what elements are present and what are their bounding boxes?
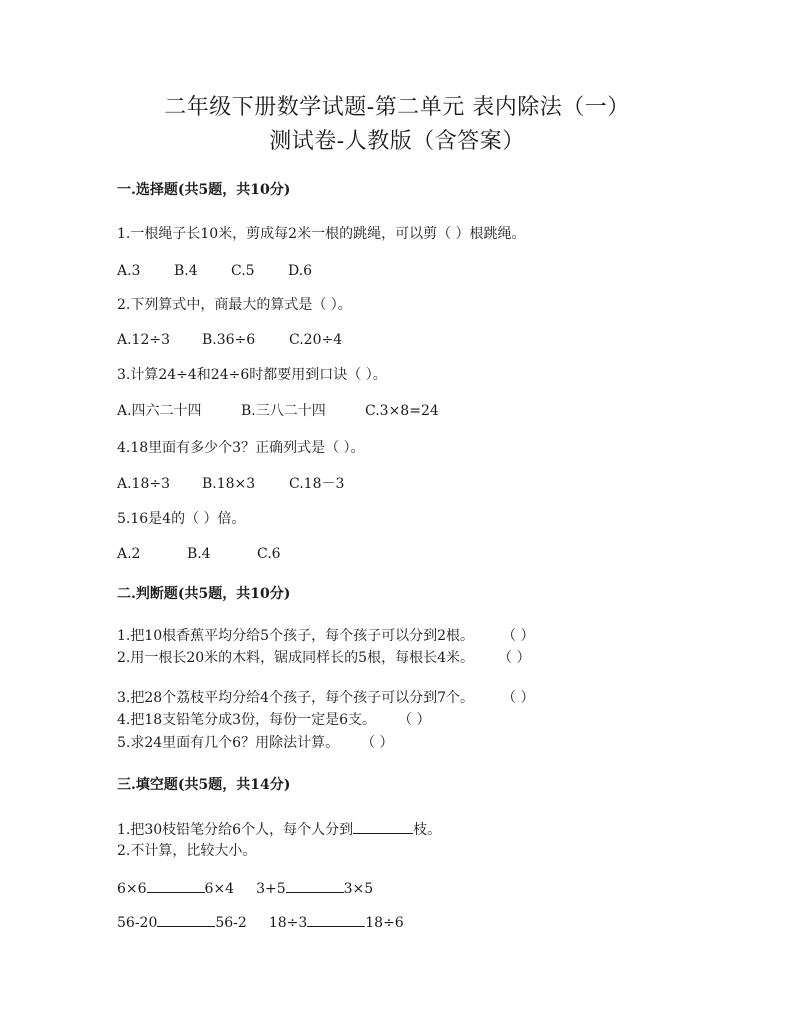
judgement-item (117, 649, 530, 667)
compare-row (117, 878, 373, 898)
option: A.3 (117, 263, 141, 279)
option: A.18÷3 (117, 476, 171, 492)
answer-blank (353, 819, 413, 834)
answer-blank (307, 912, 365, 927)
judgement-item (117, 711, 430, 729)
judgement-item (117, 734, 394, 752)
question-stem: 2.下列算式中，商最大的算式是（ ）。 (117, 297, 352, 313)
answer-parentheses: （ ） (502, 628, 535, 644)
answer-blank (157, 912, 215, 927)
section-heading-judgement: 二.判断题(共5题，共10分) (117, 586, 291, 602)
compare-right: 18÷6 (365, 915, 404, 931)
option: C.20÷4 (289, 332, 343, 348)
option: B.4 (174, 263, 198, 279)
option: B.4 (187, 546, 211, 562)
document-title-line1: 二年级下册数学试题-第二单元 表内除法（一） (164, 95, 630, 120)
question-options (117, 331, 342, 349)
judgement-text: 2.用一根长20米的木料，锯成同样长的5根，每根长4米。 (117, 650, 474, 666)
question-text: 1.把30枝铅笔分给6个人，每个人分到 (117, 822, 354, 838)
compare-left: 6×6 (117, 881, 147, 897)
option: A.12÷3 (117, 332, 171, 348)
option: C.5 (231, 263, 255, 279)
option: D.6 (288, 263, 313, 279)
option: C.6 (257, 546, 281, 562)
question-options (117, 475, 344, 493)
option: B.18×3 (202, 476, 256, 492)
section-heading-choice: 一.选择题(共5题，共10分) (117, 182, 291, 198)
question-stem: 1.一根绳子长10米，剪成每2米一根的跳绳，可以剪（ ）根跳绳。 (117, 226, 526, 242)
judgement-item (117, 627, 534, 645)
option: C.18－3 (289, 476, 345, 492)
answer-parentheses: （ ） (361, 735, 394, 751)
judgement-text: 3.把28个荔枝平均分给4个孩子，每个孩子可以分到7个。 (117, 690, 474, 706)
question-stem: 4.18里面有多少个3？正确列式是（ ）。 (117, 440, 365, 456)
question-stem: 5.16是4的（ ）倍。 (117, 511, 246, 527)
fill-blank-question (117, 819, 441, 839)
question-stem: 2.不计算，比较大小。 (117, 843, 257, 859)
compare-right: 56-2 (215, 915, 247, 931)
answer-parentheses: （ ） (502, 690, 535, 706)
answer-parentheses: （ ） (398, 712, 431, 728)
option: B.36÷6 (202, 332, 256, 348)
option: A.2 (117, 546, 141, 562)
compare-right: 6×4 (204, 881, 235, 897)
document-title-line2: 测试卷-人教版（含答案） (269, 129, 525, 154)
compare-left: 3+5 (256, 881, 286, 897)
compare-row (117, 912, 404, 932)
option: B.三八二十四 (241, 403, 326, 419)
option: A.四六二十四 (117, 403, 202, 419)
compare-left: 56-20 (117, 915, 158, 931)
compare-left: 18÷3 (268, 915, 308, 931)
question-options (117, 262, 312, 280)
section-heading-fill-blank: 三.填空题(共5题，共14分) (117, 777, 291, 793)
judgement-text: 5.求24里面有几个6？用除法计算。 (117, 735, 340, 751)
option: C.3×8=24 (365, 403, 439, 419)
judgement-text: 4.把18支铅笔分成3份，每份一定是6支。 (117, 712, 376, 728)
compare-right: 3×5 (343, 881, 374, 897)
question-options (117, 402, 439, 420)
question-options (117, 545, 281, 563)
answer-blank (286, 878, 344, 893)
judgement-item (117, 689, 534, 707)
answer-blank (147, 878, 205, 893)
question-stem: 3.计算24÷4和24÷6时都要用到口诀（ ）。 (117, 367, 387, 383)
question-text: 枝。 (413, 822, 442, 838)
judgement-text: 1.把10根香蕉平均分给5个孩子，每个孩子可以分到2根。 (117, 628, 474, 644)
answer-parentheses: （ ） (498, 650, 531, 666)
